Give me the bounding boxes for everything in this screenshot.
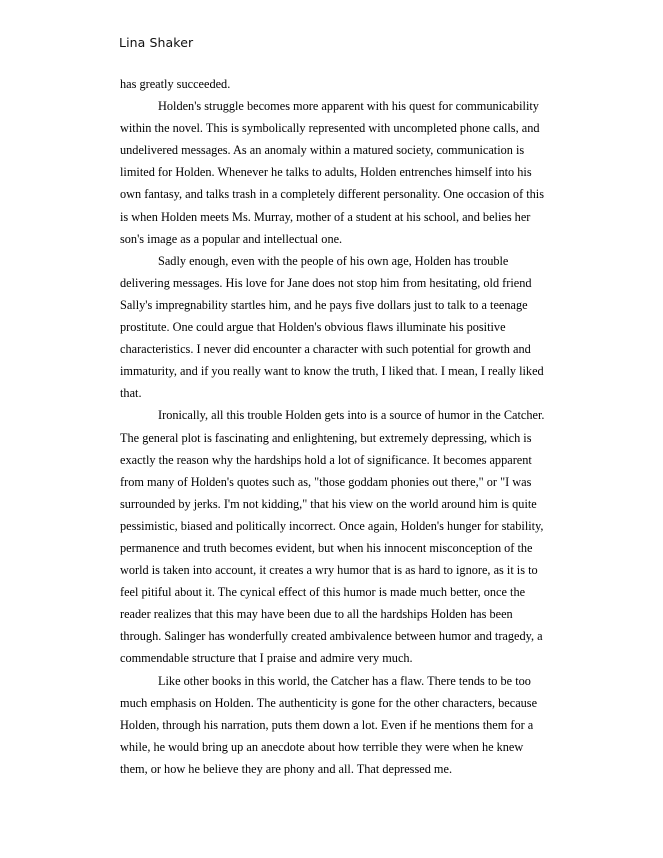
paragraph-humor: Ironically, all this trouble Holden gets into is a source of humor in the Catcher. The general plot is fascinating and enlightening, but extremely depressing, which is exactly the reason why the hardships hold a lot of significance. It becomes apparent from many of Holden's quotes such as, "those goddam phonies out there," or "I was surrounded by jerks. I'm not kidding," that his view on the world around him is quite pessimistic, biased and politically incorrect. Once again, Holden's hunger for stability, permanence and truth becomes evident, but when his innocent misconception of the world is taken into account, it creates a wry humor that is as hard to ignore, as it is to feel pitiful about it. The cynical effect of this humor is made much better, once the reader realizes that this may have been due to all the hardships Holden has been through. Salinger has wonderfully created ambivalence between humor and tragedy, a commendable structure that I praise and admire very much. [120,408,545,666]
paragraph-delivering-messages: Sadly enough, even with the people of his own age, Holden has trouble delivering messages. His love for Jane does not stop him from hesitating, old friend Sally's impregnability startles him, and he pays five dollars just to talk to a teenage prostitute. One could argue that Holden's obvious flaws illuminate his positive characteristics. I never did encounter a character with such potential for growth and immaturity, and if you really want to know the truth, I liked that. I mean, I really liked that. [120,253,544,401]
paragraph-communicability: Holden's struggle becomes more apparent with his quest for communicability within the novel. This is symbolically represented with uncompleted phone calls, and undelivered messages. As an anomaly within a matured society, communication is limited for Holden. Whenever he talks to adults, Holden entrenches himself into his own fantasy, and talks trash in a completely different personality. One occasion of this is when Holden meets Ms. Murray, mother of a student at his school, and belies her son's image as a popular and intellectual one. [120,99,545,246]
paragraph-continuation: has greatly succeeded. [120,77,231,91]
essay-body [120,73,552,780]
paragraph-flaw: Like other books in this world, the Catcher has a flaw. There tends to be too much emphasis on Holden. The authenticity is gone for the other characters, because Holden, through his narration, puts them down a lot. Even if he mentions them for a while, he would bring up an anecdote about how terrible they were when he knew them, or how he believe they are phony and all. That depressed me. [120,673,538,776]
page-header-author: Lina Shaker [119,35,194,50]
